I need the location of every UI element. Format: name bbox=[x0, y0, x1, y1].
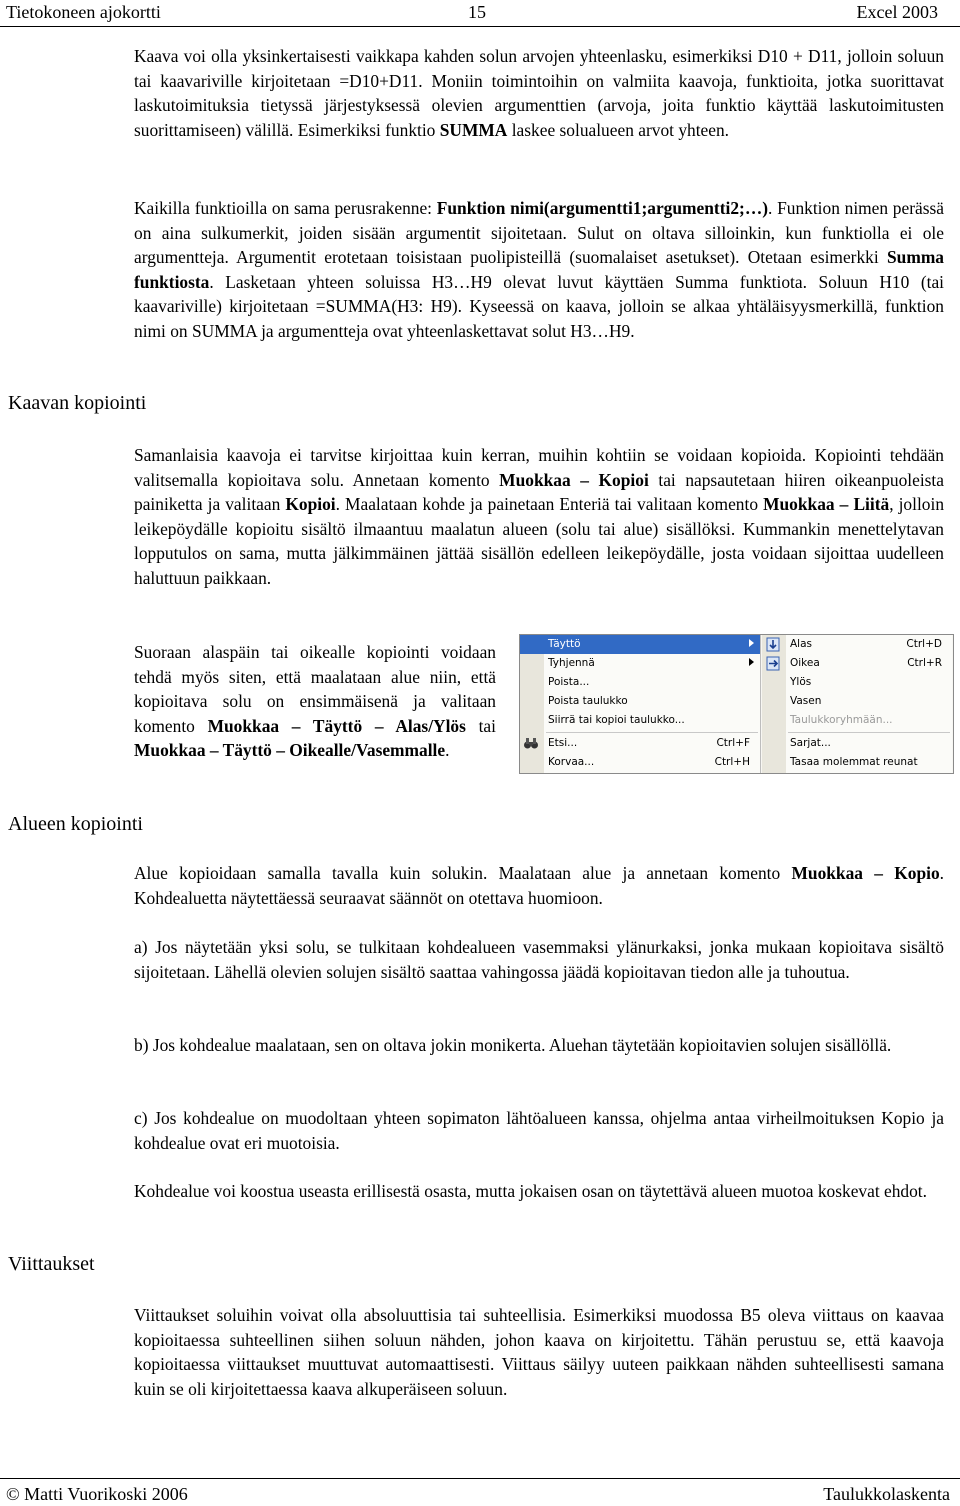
bold-text: SUMMA bbox=[439, 119, 508, 140]
menu-item-delete[interactable] bbox=[520, 673, 760, 692]
menu-item-label: Tasaa molemmat reunat bbox=[790, 756, 918, 768]
text: Alue kopioidaan samalla tavalla kuin solukin. Maalataan alue ja annetaan komento bbox=[134, 863, 792, 883]
bold-text: Funktion nimi(argumentti1;argumentti2;…) bbox=[436, 198, 769, 218]
text: Samanlaisia kaavoja ei tarvitse kirjoittaa kuin kerran, muihin kohtiin se voidaan kopioida. Kopiointi tehdään valitsemalla kopioitava solu. Annetaan komento bbox=[134, 445, 944, 490]
footer-right: Taulukkolaskenta bbox=[823, 1484, 950, 1504]
text: , jolloin leikepöydälle kopioitu sisältö ilmaantuu maalatun alueen (solu tai alue) sisällöksi. Kummankin menettelytavan lopputulos on sama, mutta jälkimmäinen jättää sisällön edelleen leikepöydälle, josta voidaan sijoittaa uudelleen haluttuun paikkaan. bbox=[134, 494, 945, 588]
fill-down-icon bbox=[765, 637, 781, 652]
submenu-arrow-icon bbox=[749, 658, 754, 666]
text: Kaikilla funktioilla on sama perusrakenne: bbox=[134, 198, 437, 218]
footer-rule bbox=[0, 1478, 960, 1479]
fill-submenu bbox=[762, 635, 952, 773]
paragraph-formulas bbox=[134, 44, 944, 142]
bold-text: Muokkaa – Kopio bbox=[791, 863, 940, 883]
submenu-item-series[interactable] bbox=[762, 734, 952, 753]
text: . bbox=[445, 740, 450, 760]
bold-text: Muokkaa – Täyttö – Oikealle/Vasemmalle bbox=[134, 740, 446, 760]
menu-item-label: Poista... bbox=[548, 676, 590, 688]
text: tai bbox=[465, 715, 496, 736]
menu-item-shortcut: Ctrl+D bbox=[906, 638, 942, 650]
page-number: 15 bbox=[468, 2, 486, 22]
edit-menu bbox=[520, 635, 761, 773]
bold-text: Muokkaa – Täyttö – Alas/Ylös bbox=[207, 715, 466, 736]
menu-item-replace[interactable] bbox=[520, 753, 760, 772]
bold-text: Kopioi bbox=[598, 469, 649, 490]
menu-item-label: Ylös bbox=[790, 676, 812, 688]
menu-item-shortcut: Ctrl+R bbox=[907, 657, 942, 669]
paragraph-copy-formula bbox=[134, 443, 944, 590]
paragraph-rule-a: a) Jos näytetään yksi solu, se tulkitaan kohdealueen vasemmaksi ylänurkaksi, jonka mukaan kopioitava sisältö sijoitetaan. Lähellä olevien solujen sisältö saattaa vahingossa jäädä kopioitavan tiedon alle ja tuhoutua. bbox=[134, 937, 944, 982]
text: Kaava voi olla yksinkertaisesti vaikkapa kahden solun arvojen yhteenlasku, esimerkiksi D10 + D11, jolloin soluun tai kaavariville kirjoitetaan =D10+D11. Moniin toimintoihin on valmiita kaavoja, funktioita, jotka suorittavat laskutoimituksia tietyssä järjestyksessä olevien argumenttien (arvoja, joita funktio käyttää laskutoimitusten suorittamiseen) välillä. Esimerkiksi funktio bbox=[134, 46, 944, 140]
paragraph-fill bbox=[134, 640, 496, 763]
submenu-item-justify[interactable] bbox=[762, 753, 952, 772]
menu-item-label: Alas bbox=[790, 638, 813, 650]
binoculars-icon bbox=[523, 736, 539, 751]
bold-text: Muokkaa bbox=[763, 494, 835, 514]
text: . Lasketaan yhteen soluissa H3…H9 olevat luvut käyttäen Summa funktiota. Soluun H10 (tai kaavariville) kirjoitetaan =SUMMA(H3: H9). Kyseessä on kaava, jolloin se alkaa yhtäläisyysmerkillä, funktion nimi on SUMMA ja argumentteja ovat yhteenlaskettavat solut H3…H9. bbox=[134, 271, 944, 341]
menu-item-label: Etsi... bbox=[548, 737, 578, 749]
section-heading-copy-formula: Kaavan kopiointi bbox=[8, 392, 147, 414]
text: . Funktion nimen perässä on aina sulkumerkit, joiden sisään argumentit sijoitetaan. Sulut on oltava silloinkin, kun funktiolla ei ole argumentteja. Argumentit erotetaan toisistaan puolipisteillä (suomalaiset asetukset). Otetaan esimerkki bbox=[134, 198, 944, 267]
header-right: Excel 2003 bbox=[856, 2, 938, 22]
menu-item-find[interactable] bbox=[520, 734, 760, 753]
menu-item-label: Siirrä tai kopioi taulukko... bbox=[548, 714, 685, 726]
menu-item-label: Vasen bbox=[790, 695, 822, 707]
submenu-item-down[interactable] bbox=[762, 635, 952, 654]
text: laskee solualueen arvot yhteen. bbox=[507, 119, 730, 140]
footer-left: © Matti Vuorikoski 2006 bbox=[6, 1484, 188, 1504]
bold-text: Summa funktiosta bbox=[134, 247, 944, 292]
paragraph-rule-c: c) Jos kohdealue on muodoltaan yhteen sopimaton lähtöalueen kanssa, ohjelma antaa virheilmoituksen Kopio ja kohdealue ovat eri muotoisia. bbox=[134, 1108, 944, 1153]
section-heading-references: Viittaukset bbox=[8, 1253, 95, 1275]
bold-text: Kopioi bbox=[285, 494, 336, 514]
paragraph-functions bbox=[134, 196, 944, 343]
text: Suoraan alaspäin tai oikealle kopiointi voidaan tehdä myös siten, että maalataan alue niin, että kopioitava solu on ensimmäisenä ja valitaan komento bbox=[134, 642, 496, 736]
paragraph-copy-range bbox=[134, 861, 944, 910]
header-left: Tietokoneen ajokortti bbox=[6, 2, 161, 22]
text: . Kohdealuetta näytettäessä seuraavat säännöt on otettava huomioon. bbox=[134, 863, 944, 908]
menu-item-label: Korvaa... bbox=[548, 756, 595, 768]
menu-item-delete-sheet[interactable] bbox=[520, 692, 760, 711]
menu-item-label: Oikea bbox=[790, 657, 820, 669]
edit-menu-screenshot bbox=[519, 634, 954, 774]
menu-item-shortcut: Ctrl+F bbox=[716, 737, 750, 749]
paragraph-multi-area: Kohdealue voi koostua useasta erillisestä osasta, mutta jokaisen osan on täytettävä alueen muotoa koskevat ehdot. bbox=[134, 1181, 927, 1201]
section-heading-copy-range: Alueen kopiointi bbox=[8, 813, 143, 835]
fill-right-icon bbox=[765, 656, 781, 671]
submenu-item-up[interactable] bbox=[762, 673, 952, 692]
menu-item-clear[interactable] bbox=[520, 654, 760, 673]
bold-text: Liitä bbox=[853, 494, 890, 514]
menu-item-fill[interactable] bbox=[520, 635, 760, 654]
menu-item-shortcut: Ctrl+H bbox=[714, 756, 750, 768]
menu-item-label: Sarjat... bbox=[790, 737, 831, 749]
paragraph-rule-b: b) Jos kohdealue maalataan, sen on oltava jokin monikerta. Aluehan täytetään kopioitavien solujen sisällöllä. bbox=[134, 1035, 892, 1055]
bold-text: – bbox=[834, 494, 854, 514]
menu-item-label: Poista taulukko bbox=[548, 695, 628, 707]
menu-item-label: Tyhjennä bbox=[548, 657, 595, 669]
bold-text: – bbox=[570, 469, 599, 490]
text: . Maalataan kohde ja painetaan Enteriä tai valitaan komento bbox=[335, 494, 764, 514]
page-header bbox=[0, 0, 960, 26]
submenu-arrow-icon bbox=[749, 639, 754, 647]
header-rule bbox=[0, 26, 960, 27]
submenu-item-across-sheets[interactable] bbox=[762, 711, 952, 730]
paragraph-references: Viittaukset soluihin voivat olla absoluuttisia tai suhteellisia. Esimerkiksi muodossa B5 oleva viittaus on kaavaa kopioitaessa suhteellinen siihen soluun nähden, johon kaava on kirjoitettu. Tähän perustuu se, että kaavoja kopioitaessa viittaukset muuttuvat automaattisesti. Viittaus säilyy uuteen paikkaan nähden suhteellisesti samana kuin se oli kirjoitettaessa kaava alkuperäiseen soluun. bbox=[134, 1305, 944, 1399]
menu-item-label: Taulukkoryhmään... bbox=[790, 714, 893, 726]
menu-item-move-copy-sheet[interactable] bbox=[520, 711, 760, 730]
submenu-item-left[interactable] bbox=[762, 692, 952, 711]
submenu-item-right[interactable] bbox=[762, 654, 952, 673]
menu-separator bbox=[546, 732, 758, 733]
bold-text: Muokkaa bbox=[499, 469, 571, 490]
menu-separator bbox=[788, 732, 950, 733]
text: tai napsautetaan hiiren oikeanpuoleista painiketta ja valitaan bbox=[134, 469, 944, 514]
menu-item-label: Täyttö bbox=[548, 638, 581, 650]
